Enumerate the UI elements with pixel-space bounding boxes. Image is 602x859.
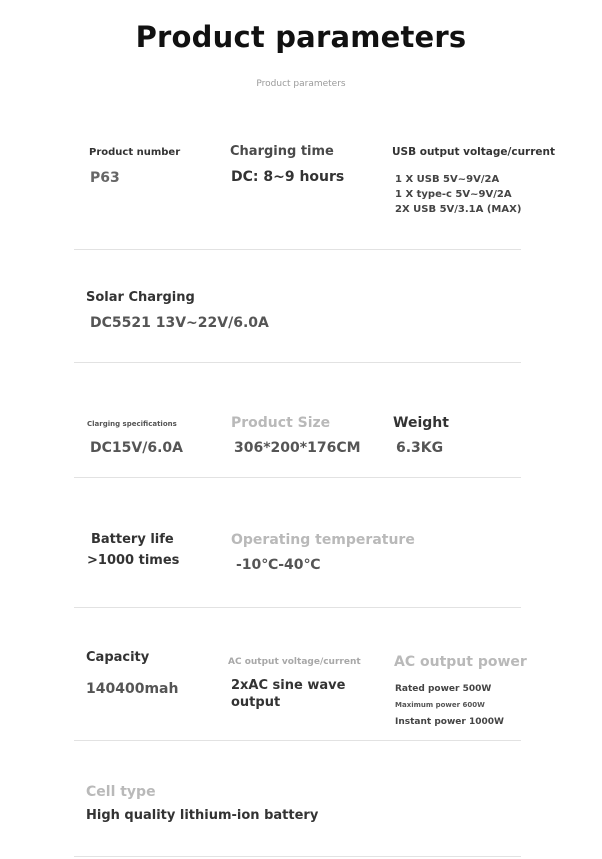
usb-output-label: USB output voltage/current (392, 146, 556, 158)
solar-charging-value: DC5521 13V~22V/6.0A (90, 315, 269, 331)
ac-rated-power: Rated power 500W (395, 684, 492, 694)
divider (74, 362, 521, 363)
page-title: Product parameters (135, 20, 467, 54)
battery-life-label: Battery life (91, 532, 174, 547)
charging-spec-label: Clarging specifications (87, 420, 177, 428)
charging-time-value: DC: 8~9 hours (231, 169, 345, 185)
usb-output-line-3: 2X USB 5V/3.1A (MAX) (395, 204, 522, 215)
battery-life-value: >1000 times (87, 553, 180, 568)
cell-type-value: High quality lithium-ion battery (86, 808, 319, 823)
product-number-label: Product number (89, 147, 181, 158)
ac-maximum-power: Maximum power 600W (395, 701, 485, 709)
ac-output-label: AC output voltage/current (228, 657, 361, 667)
solar-charging-label: Solar Charging (86, 290, 195, 305)
divider (74, 740, 521, 741)
capacity-value: 140400mah (86, 681, 179, 697)
charging-time-label: Charging time (230, 144, 334, 159)
product-number-value: P63 (90, 170, 120, 186)
capacity-label: Capacity (86, 650, 150, 665)
divider (74, 607, 521, 608)
product-size-value: 306*200*176CM (234, 440, 361, 456)
ac-output-value: 2xAC sine wave output (231, 678, 346, 710)
charging-spec-value: DC15V/6.0A (90, 440, 183, 456)
ac-power-label: AC output power (394, 654, 527, 670)
weight-value: 6.3KG (396, 440, 444, 456)
divider (74, 249, 521, 250)
page-subtitle: Product parameters (256, 79, 346, 89)
usb-output-line-2: 1 X type-c 5V~9V/2A (395, 189, 512, 200)
usb-output-line-1: 1 X USB 5V~9V/2A (395, 174, 500, 185)
operating-temp-value: -10℃-40℃ (236, 557, 321, 573)
operating-temp-label: Operating temperature (231, 532, 415, 548)
product-size-label: Product Size (231, 415, 331, 431)
cell-type-label: Cell type (86, 784, 156, 800)
divider (74, 477, 521, 478)
divider (74, 856, 521, 857)
ac-instant-power: Instant power 1000W (395, 717, 504, 727)
weight-label: Weight (393, 415, 449, 431)
